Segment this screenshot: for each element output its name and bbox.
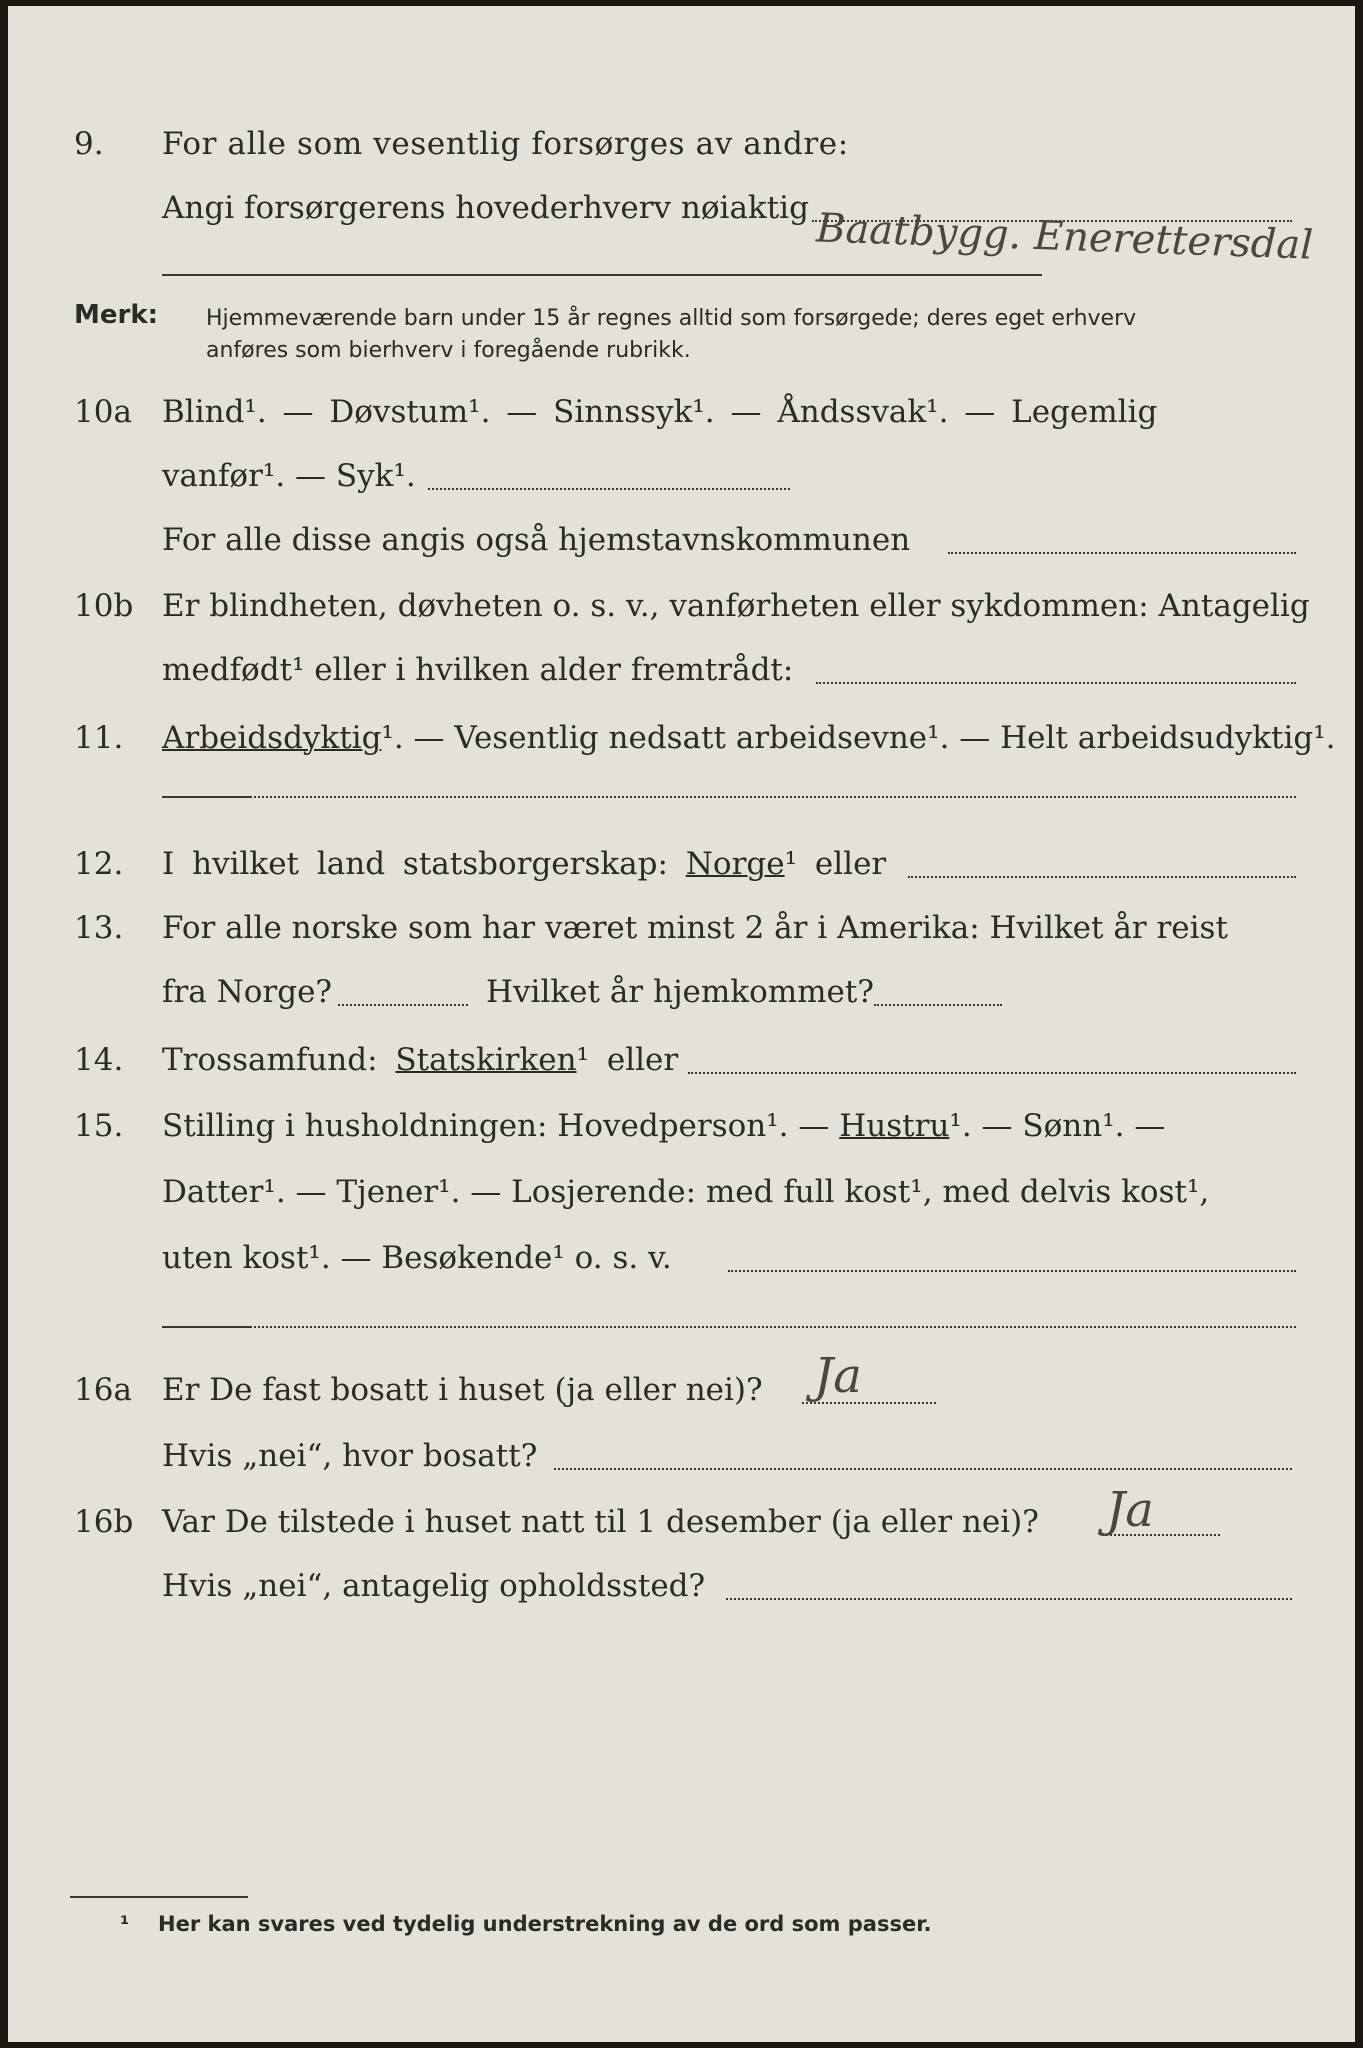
note-label: Merk: bbox=[74, 300, 159, 330]
answer-line bbox=[162, 796, 252, 798]
question-10a bbox=[8, 386, 1355, 438]
footnote-mark: ¹ bbox=[120, 1912, 130, 1936]
question-10b-line2 bbox=[8, 644, 1355, 696]
answer-line bbox=[688, 1072, 1296, 1074]
question-text: Hvis „nei“, hvor bosatt? bbox=[162, 1438, 538, 1474]
question-text-wrap bbox=[162, 1042, 678, 1078]
question-text: Datter¹. — Tjener¹. — Losjerende: med full kost¹, med delvis kost¹, bbox=[162, 1174, 1210, 1210]
answer-line bbox=[428, 488, 790, 490]
question-text: Er De fast bosatt i huset (ja eller nei)? bbox=[162, 1372, 763, 1408]
note-block bbox=[8, 292, 1355, 363]
answer-line bbox=[948, 552, 1296, 554]
question-text: For alle disse angis også hjemstavnskommunen bbox=[162, 522, 911, 558]
question-number: 10b bbox=[74, 588, 134, 624]
question-number: 15. bbox=[74, 1108, 124, 1144]
question-text-wrap bbox=[162, 720, 1336, 756]
question-13 bbox=[8, 902, 1355, 954]
question-number: 14. bbox=[74, 1042, 124, 1078]
underlined-answer: Hustru bbox=[839, 1108, 950, 1144]
question-number: 13. bbox=[74, 910, 124, 946]
answer-line bbox=[874, 1004, 1002, 1006]
question-text: Trossamfund: bbox=[162, 1042, 378, 1078]
question-16b-line2 bbox=[8, 1560, 1355, 1612]
question-number: 10a bbox=[74, 394, 132, 430]
question-text: I hvilket land statsborgerskap: bbox=[162, 846, 668, 882]
question-text: ¹ eller bbox=[784, 846, 887, 882]
answer-line bbox=[254, 796, 1296, 798]
question-text-wrap bbox=[162, 846, 886, 882]
question-text: Angi forsørgerens hovederhverv nøiaktig bbox=[162, 190, 809, 226]
question-text: ¹ eller bbox=[576, 1042, 679, 1078]
question-15-line3 bbox=[8, 1232, 1355, 1284]
answer-line bbox=[816, 682, 1296, 684]
question-11 bbox=[8, 712, 1355, 764]
question-13-line2 bbox=[8, 966, 1355, 1018]
question-text: Stilling i husholdningen: Hovedperson¹. — bbox=[162, 1108, 830, 1144]
handwritten-answer: Baatbygg. Enerettersdal bbox=[815, 205, 1314, 269]
note-text-line1: Hjemmeværende barn under 15 år regnes alltid som forsørgede; deres eget erhverv bbox=[206, 306, 1137, 331]
question-number: 11. bbox=[74, 720, 124, 756]
underlined-answer: Arbeidsdyktig bbox=[162, 720, 382, 756]
question-text: ¹. — Sønn¹. — bbox=[949, 1108, 1166, 1144]
answer-line bbox=[338, 1004, 468, 1006]
underlined-answer: Norge bbox=[685, 846, 785, 882]
question-number: 16a bbox=[74, 1372, 132, 1408]
question-text: Blind¹. — Døvstum¹. — Sinnssyk¹. — Åndssvak¹. — Legemlig bbox=[162, 394, 1158, 430]
question-text: Hvilket år hjemkommet? bbox=[486, 974, 874, 1010]
question-10a-line3 bbox=[8, 514, 1355, 566]
question-text: uten kost¹. — Besøkende¹ o. s. v. bbox=[162, 1240, 672, 1276]
note-text-line2: anføres som bierhverv i foregående rubrikk. bbox=[206, 338, 691, 363]
answer-line bbox=[162, 1326, 252, 1328]
answer-line bbox=[162, 274, 1042, 276]
question-10a-line2 bbox=[8, 450, 1355, 502]
question-15-line2 bbox=[8, 1166, 1355, 1218]
question-text: vanfør¹. — Syk¹. bbox=[162, 458, 416, 494]
handwritten-answer: Ja bbox=[1106, 1482, 1154, 1538]
question-text: Var De tilstede i huset natt til 1 desember (ja eller nei)? bbox=[162, 1504, 1039, 1540]
question-text: medfødt¹ eller i hvilken alder fremtrådt: bbox=[162, 652, 794, 688]
question-text: ¹. — Vesentlig nedsatt arbeidsevne¹. — Helt arbeidsudyktig¹. bbox=[381, 720, 1336, 756]
question-10b bbox=[8, 580, 1355, 632]
question-16a-line2 bbox=[8, 1430, 1355, 1482]
question-number: 9. bbox=[74, 126, 104, 162]
question-number: 16b bbox=[74, 1504, 134, 1540]
question-number: 12. bbox=[74, 846, 124, 882]
question-text: Er blindheten, døvheten o. s. v., vanførheten eller sykdommen: Antagelig bbox=[162, 588, 1310, 624]
answer-line bbox=[254, 1326, 1296, 1328]
footnote-rule bbox=[70, 1896, 248, 1898]
answer-line bbox=[728, 1270, 1296, 1272]
footnote-text: Her kan svares ved tydelig understrekning av de ord som passer. bbox=[158, 1912, 932, 1936]
question-14 bbox=[8, 1034, 1355, 1086]
question-12 bbox=[8, 838, 1355, 890]
handwritten-answer: Ja bbox=[814, 1348, 862, 1404]
underlined-answer: Statskirken bbox=[395, 1042, 577, 1078]
answer-line bbox=[726, 1598, 1292, 1600]
census-form-page bbox=[8, 6, 1355, 2042]
question-text-wrap bbox=[162, 1108, 1165, 1144]
question-15 bbox=[8, 1100, 1355, 1152]
answer-line bbox=[908, 876, 1296, 878]
question-text: fra Norge? bbox=[162, 974, 333, 1010]
question-text: For alle norske som har været minst 2 år i Amerika: Hvilket år reist bbox=[162, 910, 1228, 946]
answer-line bbox=[554, 1468, 1292, 1470]
question-9 bbox=[8, 118, 1355, 170]
question-text: For alle som vesentlig forsørges av andre: bbox=[162, 126, 849, 162]
question-text: Hvis „nei“, antagelig opholdssted? bbox=[162, 1568, 706, 1604]
question-16a bbox=[8, 1364, 1355, 1416]
